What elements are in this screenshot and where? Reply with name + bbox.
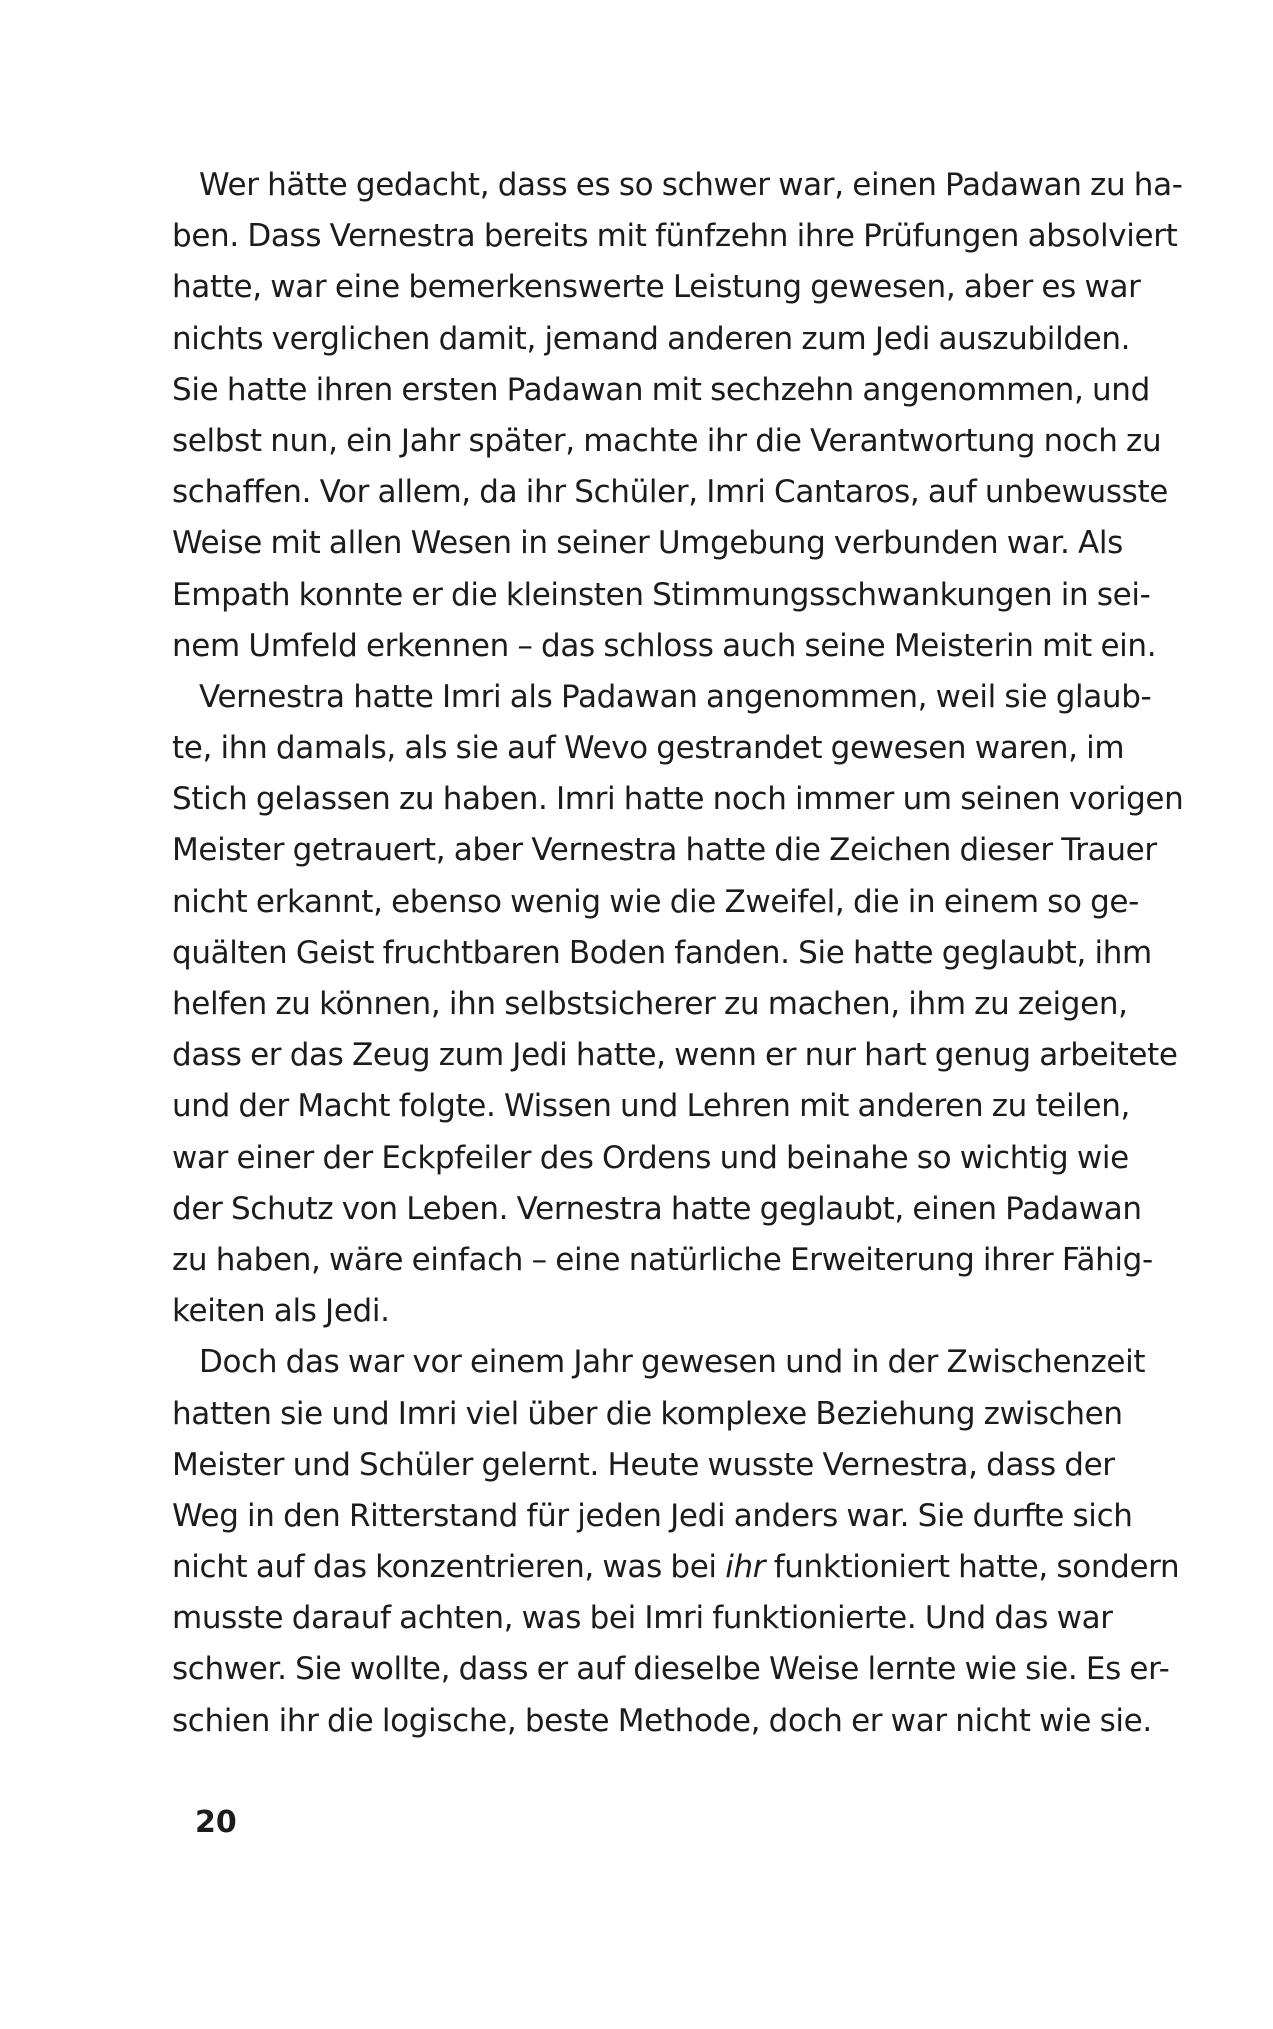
text-line: war einer der Eckpfeiler des Ordens und beinahe so wichtig wie [172, 1139, 1129, 1176]
text-line: Weise mit allen Wesen in seiner Umgebung verbunden war. Als [172, 525, 1123, 562]
text-line: quälten Geist fruchtbaren Boden fanden. Sie hatte geglaubt, ihm [172, 934, 1152, 971]
page-number: 20 [195, 1805, 237, 1840]
text-line: Weg in den Ritterstand für jeden Jedi anders war. Sie durfte sich [172, 1497, 1133, 1534]
text-line: Wer hätte gedacht, dass es so schwer war, einen Padawan zu ha- [199, 167, 1183, 203]
text-line: der Schutz von Leben. Vernestra hatte geglaubt, einen Padawan [172, 1190, 1142, 1227]
text-line: nichts verglichen damit, jemand anderen zum Jedi auszubilden. [172, 320, 1131, 357]
text-line: dass er das Zeug zum Jedi hatte, wenn er nur hart genug arbeitete [172, 1037, 1178, 1074]
text-line: schien ihr die logische, beste Methode, doch er war nicht wie sie. [172, 1702, 1152, 1739]
text-line: Stich gelassen zu haben. Imri hatte noch immer um seinen vorigen [172, 781, 1184, 818]
text-line: nicht erkannt, ebenso wenig wie die Zweifel, die in einem so ge- [172, 883, 1139, 920]
text-line: selbst nun, ein Jahr später, machte ihr die Verantwortung noch zu [172, 422, 1162, 459]
text-line: helfen zu können, ihn selbstsicherer zu machen, ihm zu zeigen, [172, 986, 1128, 1022]
text-line: musste darauf achten, was bei Imri funktionierte. Und das war [172, 1600, 1113, 1637]
text-line: Meister getrauert, aber Vernestra hatte die Zeichen dieser Trauer [172, 832, 1157, 869]
text-line: nem Umfeld erkennen – das schloss auch seine Meisterin mit ein. [172, 627, 1157, 664]
text-line: schaffen. Vor allem, da ihr Schüler, Imri Cantaros, auf unbewusste [172, 474, 1168, 511]
text-fragment: nicht auf das konzentrieren, was bei [172, 1549, 726, 1586]
text-fragment: funktioniert hatte, sondern [765, 1549, 1180, 1586]
text-line: hatte, war eine bemerkenswerte Leistung gewesen, aber es war [172, 269, 1141, 306]
text-line: keiten als Jedi. [172, 1293, 390, 1330]
text-line: Meister und Schüler gelernt. Heute wusste Vernestra, dass der [172, 1446, 1115, 1483]
text-line: Empath konnte er die kleinsten Stimmungsschwankungen in sei- [172, 576, 1151, 613]
text-line: Doch das war vor einem Jahr gewesen und in der Zwischenzeit [199, 1344, 1146, 1381]
text-line: schwer. Sie wollte, dass er auf dieselbe Weise lernte wie sie. Es er- [172, 1651, 1170, 1688]
emphasized-word: ihr [725, 1549, 766, 1586]
text-line [172, 1542, 1180, 1593]
text-line: ben. Dass Vernestra bereits mit fünfzehn ihre Prüfungen absolviert [172, 218, 1178, 255]
text-line: zu haben, wäre einfach – eine natürliche Erweiterung ihrer Fähig- [172, 1241, 1153, 1278]
text-line: Vernestra hatte Imri als Padawan angenommen, weil sie glaub- [199, 678, 1152, 715]
text-line: te, ihn damals, als sie auf Wevo gestrandet gewesen waren, im [172, 730, 1125, 767]
body-text [172, 160, 1184, 1747]
text-line: Sie hatte ihren ersten Padawan mit sechzehn angenommen, und [172, 371, 1150, 408]
text-line: und der Macht folgte. Wissen und Lehren mit anderen zu teilen, [172, 1088, 1131, 1125]
text-line: hatten sie und Imri viel über die komplexe Beziehung zwischen [172, 1395, 1123, 1432]
